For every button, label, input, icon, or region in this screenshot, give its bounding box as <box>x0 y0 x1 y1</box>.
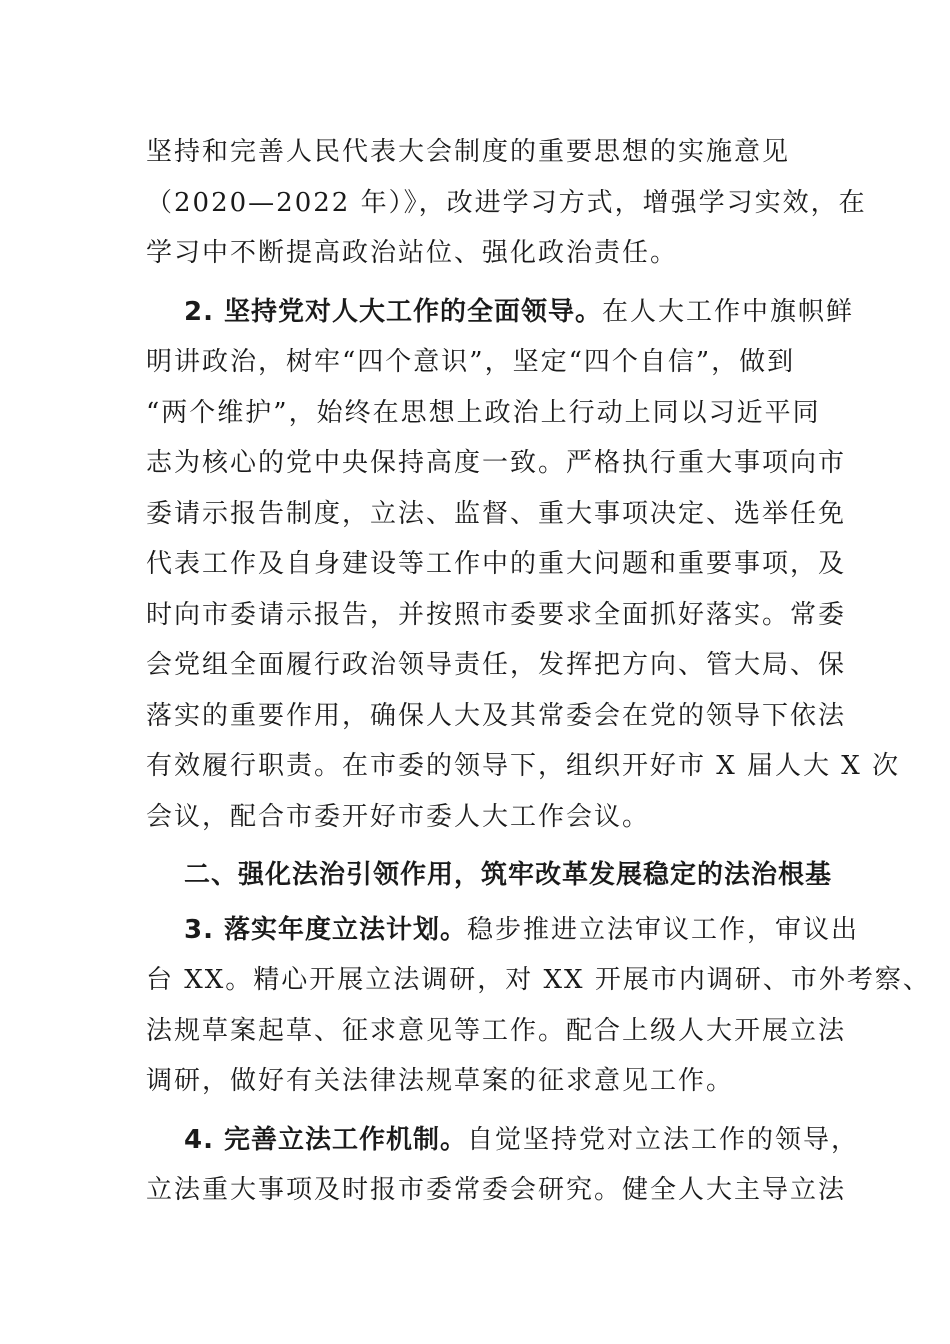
item-text: 稳步推进立法审议工作，审议出 <box>467 914 860 945</box>
text-line: 志为核心的党中央保持高度一致。严格执行重大事项向市 <box>146 448 847 478</box>
item-text: 自觉坚持党对立法工作的领导， <box>467 1124 860 1155</box>
paragraph-item-4 <box>146 1115 860 1216</box>
item-text: 在人大工作中旗帜鲜 <box>602 296 855 327</box>
text-line <box>146 287 855 338</box>
text-line: 法规草案起草、征求意见等工作。配合上级人大开展立法 <box>146 1015 847 1046</box>
item-title: 3. 落实年度立法计划。 <box>184 914 468 945</box>
text-line: 有效履行职责。在市委的领导下，组织开好市 X 届人大 X 次 <box>146 751 901 781</box>
text-line: 会党组全面履行政治领导责任，发挥把方向、管大局、保 <box>146 650 847 680</box>
text-line: 立法重大事项及时报市委常委会研究。健全人大主导立法 <box>146 1175 847 1205</box>
text-line: 明讲政治，树牢“四个意识”，坚定“四个自信”，做到 <box>146 347 796 377</box>
text-line: 调研，做好有关法律法规草案的征求意见工作。 <box>146 1066 735 1096</box>
text-line: 代表工作及自身建设等工作中的重大问题和重要事项，及 <box>146 549 847 579</box>
text-line: “两个维护”，始终在思想上政治上行动上同以习近平同 <box>146 397 821 428</box>
section-heading: 二、强化法治引领作用，筑牢改革发展稳定的法治根基 <box>184 860 833 890</box>
text-line: 委请示报告制度，立法、监督、重大事项决定、选举任免 <box>146 498 847 529</box>
text-line: 学习中不断提高政治站位、强化政治责任。 <box>146 238 679 268</box>
text-line: 坚持和完善人民代表大会制度的重要思想的实施意见 <box>146 137 791 167</box>
text-line: 会议，配合市委开好市委人大工作会议。 <box>146 801 651 832</box>
item-title: 4. 完善立法工作机制。 <box>184 1124 468 1155</box>
text-line: （2020—2022 年）》，改进学习方式，增强学习实效，在 <box>146 187 867 218</box>
paragraph-intro <box>146 127 867 279</box>
text-line <box>146 905 860 956</box>
paragraph-item-3 <box>146 905 931 1107</box>
text-line: 台 XX。精心开展立法调研，对 XX 开展市内调研、市外考察、 <box>146 965 931 995</box>
paragraph-item-2 <box>146 287 901 843</box>
text-line: 落实的重要作用，确保人大及其常委会在党的领导下依法 <box>146 700 847 731</box>
text-line: 时向市委请示报告，并按照市委要求全面抓好落实。常委 <box>146 599 847 630</box>
document-body <box>146 127 931 1216</box>
text-line <box>146 1115 860 1166</box>
item-title: 2. 坚持党对人大工作的全面领导。 <box>184 296 603 327</box>
